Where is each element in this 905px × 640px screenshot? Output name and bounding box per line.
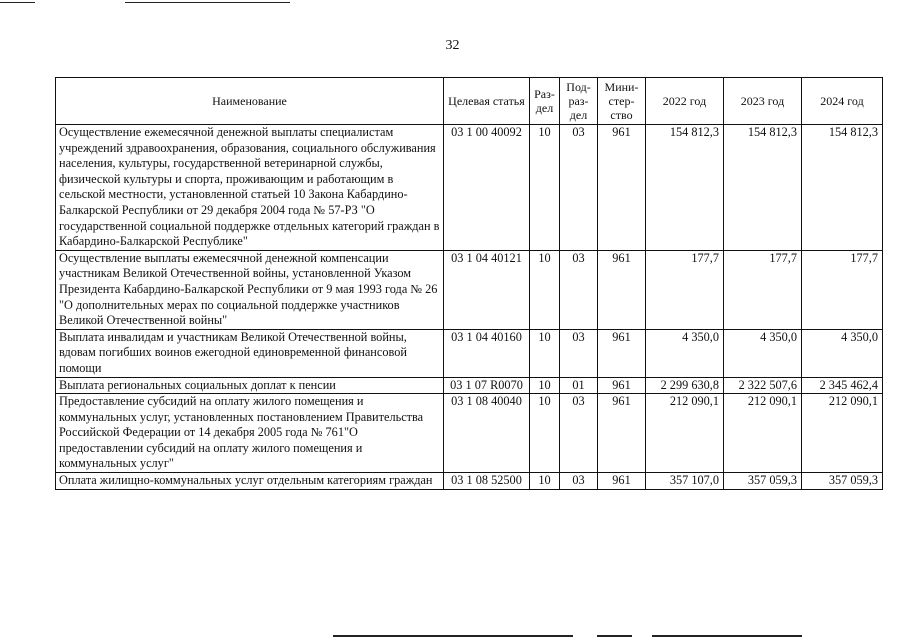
cell-2022: 212 090,1 [646,394,724,473]
cell-target: 03 1 07 R0070 [444,377,530,394]
cell-ministry: 961 [598,394,646,473]
cell-section: 10 [530,125,560,251]
header-target: Целевая статья [444,78,530,125]
cell-2022: 4 350,0 [646,329,724,377]
cell-2024: 357 059,3 [802,473,883,490]
bottom-rule [333,635,573,637]
header-2024: 2024 год [802,78,883,125]
cell-subsection: 03 [560,394,598,473]
cell-section: 10 [530,473,560,490]
top-rule [0,2,35,3]
cell-2022: 154 812,3 [646,125,724,251]
header-ministry: Мини-стер-ство [598,78,646,125]
table-row [56,394,883,473]
cell-2023: 154 812,3 [724,125,802,251]
cell-name: Выплата региональных социальных доплат к пенсии [56,377,444,394]
cell-target: 03 1 08 52500 [444,473,530,490]
cell-target: 03 1 08 40040 [444,394,530,473]
cell-2023: 2 322 507,6 [724,377,802,394]
cell-target: 03 1 04 40160 [444,329,530,377]
table-header [56,78,883,125]
cell-subsection: 03 [560,473,598,490]
cell-name: Предоставление субсидий на оплату жилого помещения и коммунальных услуг, установленных постановлением Правительства Российской Федерации от 14 декабря 2005 года № 761"О предоставлении субсидий на оплату жилого помещения и коммунальных услуг" [56,394,444,473]
table-body [56,125,883,490]
cell-2022: 2 299 630,8 [646,377,724,394]
cell-2023: 357 059,3 [724,473,802,490]
cell-name: Осуществление ежемесячной денежной выплаты специалистам учреждений здравоохранения, образования, социального обслуживания населения, культуры, государственной ветеринарной службы, физической культуры и спорта, проживающим и работающим в сельской местности, установленной статьей 10 Закона Кабардино-Балкарской Республики от 29 декабря 2004 года № 57-РЗ "О государственной социальной поддержке отдельных категорий граждан в Кабардино-Балкарской Республике" [56,125,444,251]
cell-section: 10 [530,377,560,394]
cell-subsection: 03 [560,125,598,251]
cell-ministry: 961 [598,329,646,377]
cell-subsection: 01 [560,377,598,394]
header-2022: 2022 год [646,78,724,125]
cell-2024: 177,7 [802,250,883,329]
header-name: Наименование [56,78,444,125]
page-number: 32 [445,38,460,53]
header-2023: 2023 год [724,78,802,125]
cell-section: 10 [530,394,560,473]
cell-section: 10 [530,250,560,329]
bottom-rule [652,635,802,637]
cell-2023: 4 350,0 [724,329,802,377]
bottom-rule [597,635,632,637]
top-rule [125,2,290,3]
cell-name: Выплата инвалидам и участникам Великой Отечественной войны, вдовам погибших воинов ежегодной единовременной финансовой помощи [56,329,444,377]
table-row [56,125,883,251]
cell-2024: 4 350,0 [802,329,883,377]
cell-ministry: 961 [598,250,646,329]
table-row [56,329,883,377]
cell-target: 03 1 00 40092 [444,125,530,251]
cell-section: 10 [530,329,560,377]
cell-2023: 212 090,1 [724,394,802,473]
cell-ministry: 961 [598,473,646,490]
table-row [56,377,883,394]
cell-2023: 177,7 [724,250,802,329]
cell-2022: 357 107,0 [646,473,724,490]
cell-subsection: 03 [560,250,598,329]
header-section: Раз-дел [530,78,560,125]
cell-2024: 154 812,3 [802,125,883,251]
cell-name: Осуществление выплаты ежемесячной денежной компенсации участникам Великой Отечественной войны, установленной Указом Президента Кабардино-Балкарской Республики от 9 мая 1993 года № 26 "О дополнительных мерах по социальной поддержке участников Великой Отечественной войны" [56,250,444,329]
header-subsection: Под-раз-дел [560,78,598,125]
cell-ministry: 961 [598,125,646,251]
cell-name: Оплата жилищно-коммунальных услуг отдельным категориям граждан [56,473,444,490]
cell-2024: 212 090,1 [802,394,883,473]
table-row [56,473,883,490]
budget-table [55,77,883,490]
table-row [56,250,883,329]
cell-ministry: 961 [598,377,646,394]
cell-2022: 177,7 [646,250,724,329]
cell-subsection: 03 [560,329,598,377]
cell-target: 03 1 04 40121 [444,250,530,329]
cell-2024: 2 345 462,4 [802,377,883,394]
